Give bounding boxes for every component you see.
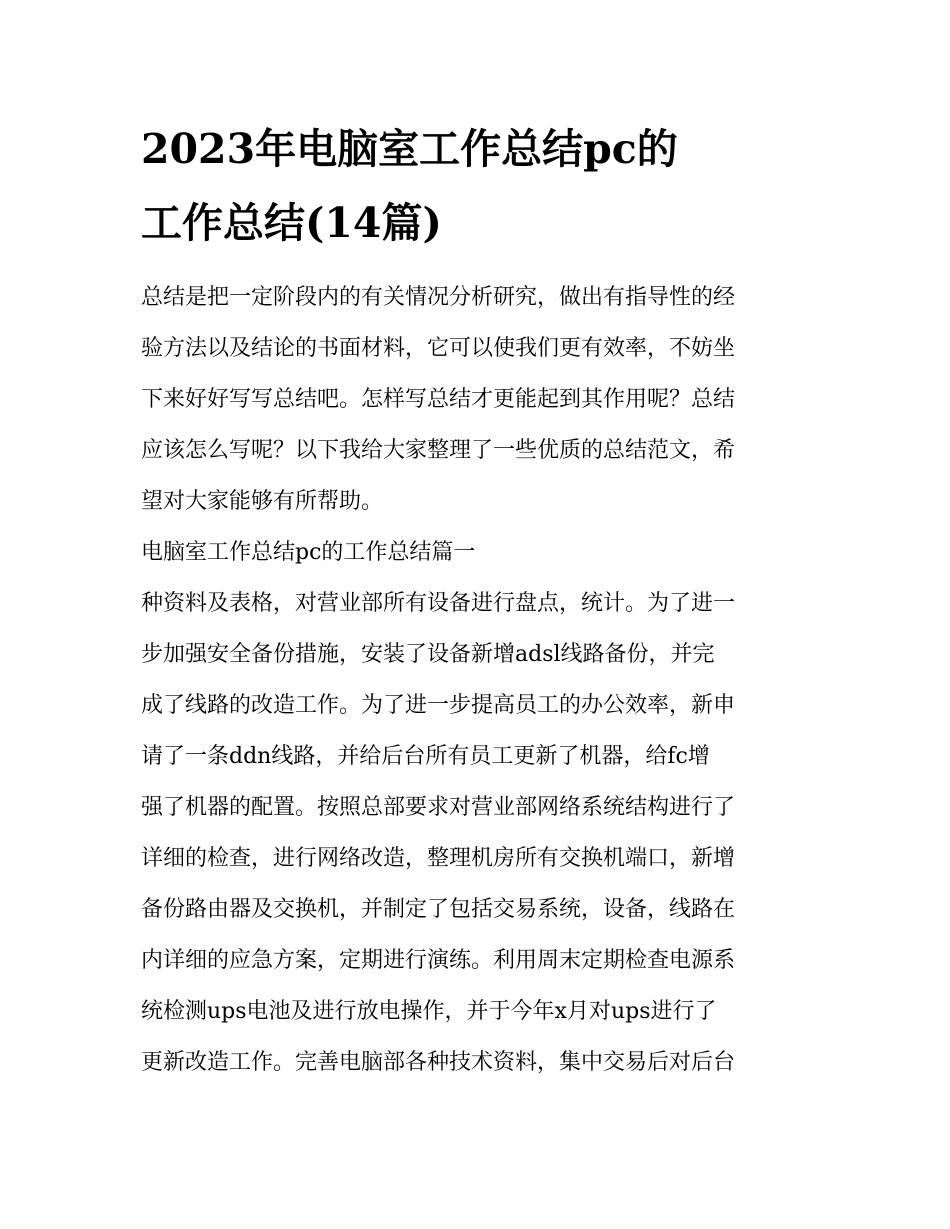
intro-paragraph: [141, 272, 816, 527]
body-line-3: 成了线路的改造工作。为了进一步提高员工的办公效率，新申: [141, 693, 736, 718]
intro-line-4: 应该怎么写呢？以下我给大家整理了一些优质的总结范文，希: [141, 438, 736, 463]
title-line-1: 2023年电脑室工作总结pc的: [141, 125, 678, 173]
intro-line-3: 下来好好写写总结吧。怎样写总结才更能起到其作用呢？总结: [141, 387, 736, 412]
section-heading: 电脑室工作总结pc的工作总结篇一: [141, 540, 476, 565]
body-line-10: 更新改造工作。完善电脑部各种技术资料，集中交易后对后台: [141, 1050, 736, 1075]
intro-line-1: 总结是把一定阶段内的有关情况分析研究，做出有指导性的经: [141, 285, 736, 310]
intro-line-5: 望对大家能够有所帮助。: [141, 489, 384, 514]
body-paragraph: [141, 578, 816, 1088]
body-line-6: 详细的检查，进行网络改造，整理机房所有交换机端口，新增: [141, 846, 736, 871]
body-line-2: 步加强安全备份措施，安装了设备新增adsl线路备份，并完: [141, 642, 715, 667]
body-line-7: 备份路由器及交换机，并制定了包括交易系统，设备，线路在: [141, 897, 736, 922]
section-block: [141, 527, 816, 578]
intro-line-2: 验方法以及结论的书面材料，它可以使我们更有效率，不妨坐: [141, 336, 736, 361]
body-line-9: 统检测ups电池及进行放电操作，并于今年x月对ups进行了: [141, 999, 717, 1024]
body-line-5: 强了机器的配置。按照总部要求对营业部网络系统结构进行了: [141, 795, 736, 820]
document-content: [141, 112, 816, 1088]
body-line-4: 请了一条ddn线路，并给后台所有员工更新了机器，给fc增: [141, 744, 710, 769]
body-line-8: 内详细的应急方案，定期进行演练。利用周末定期检查电源系: [141, 948, 736, 973]
body-line-1: 种资料及表格，对营业部所有设备进行盘点，统计。为了进一: [141, 591, 736, 616]
title-line-2: 工作总结(14篇): [141, 199, 442, 247]
document-title: [141, 112, 816, 260]
